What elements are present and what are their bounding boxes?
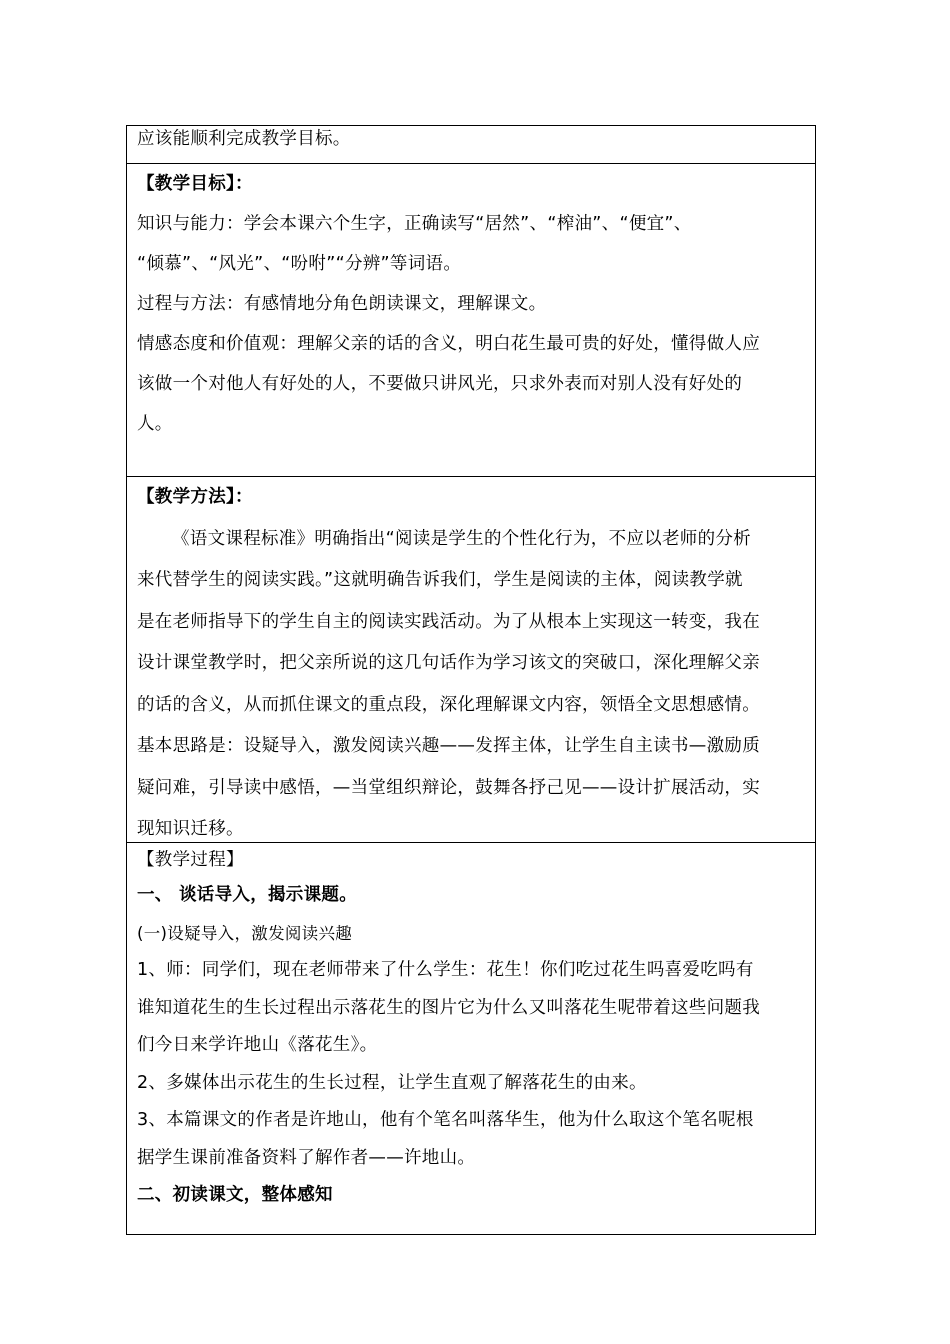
methods-line: 是在老师指导下的学生自主的阅读实践活动。为了从根本上实现这一转变，我在 [137, 611, 760, 632]
sub-section-title: (一)设疑导入，激发阅读兴趣 [137, 923, 353, 943]
process-line: 们今日来学许地山《落花生》。 [137, 1035, 378, 1055]
part-two-title: 二、初读课文，整体感知 [137, 1185, 333, 1205]
methods-line: 现知识迁移。 [137, 819, 244, 839]
methods-line: 的话的含义，从而抓住课文的重点段，深化理解课文内容，领悟全文思想感情。 [137, 694, 760, 715]
methods-line: 基本思路是：设疑导入，激发阅读兴趣——发挥主体，让学生自主读书—激励质 [137, 736, 760, 756]
teaching-goals-heading: 【教学目标】： [137, 174, 253, 194]
teaching-process-cell [127, 843, 815, 1234]
part-one-title: 一、 谈话导入，揭示课题。 [137, 885, 357, 905]
teaching-methods-heading: 【教学方法】： [137, 487, 253, 507]
process-line: 2、多媒体出示花生的生长过程，让学生直观了解落花生的由来。 [137, 1072, 647, 1093]
methods-line: 《语文课程标准》明确指出“阅读是学生的个性化行为，不应以老师的分析 [172, 528, 751, 549]
intro-text: 应该能顺利完成教学目标。 [137, 129, 351, 149]
methods-line: 疑问难，引导读中感悟，—当堂组织辩论，鼓舞各抒己见——设计扩展活动，实 [137, 777, 760, 798]
goals-line: “倾慕”、“风光”、“吩咐”“分辨”等词语。 [137, 254, 462, 274]
goals-line: 过程与方法：有感情地分角色朗读课文，理解课文。 [137, 294, 547, 314]
lesson-plan-table [126, 125, 816, 1235]
teaching-process-heading: 【教学过程】 [137, 850, 244, 870]
methods-line: 来代替学生的阅读实践。”这就明确告诉我们，学生是阅读的主体，阅读教学就 [137, 570, 743, 590]
teaching-goals-cell [127, 164, 815, 477]
process-line: 谁知道花生的生长过程出示落花生的图片它为什么又叫落花生呢带着这些问题我 [137, 997, 760, 1018]
teaching-methods-cell [127, 477, 815, 843]
goals-line: 该做一个对他人有好处的人，不要做只讲风光，只求外表而对别人没有好处的 [137, 374, 743, 394]
process-line: 1、师：同学们，现在老师带来了什么学生：花生！你们吃过花生吗喜爱吃吗有 [137, 960, 754, 980]
goals-line: 人。 [137, 414, 173, 434]
goals-line: 情感态度和价值观：理解父亲的话的含义，明白花生最可贵的好处，懂得做人应 [137, 334, 760, 354]
process-line: 据学生课前准备资料了解作者——许地山。 [137, 1147, 476, 1168]
process-line: 3、本篇课文的作者是许地山，他有个笔名叫落华生，他为什么取这个笔名呢根 [137, 1110, 754, 1130]
goals-line: 知识与能力：学会本课六个生字，正确读写“居然”、“榨油”、“便宜”、 [137, 214, 692, 234]
intro-cell [127, 126, 815, 164]
methods-line: 设计课堂教学时，把父亲所说的这几句话作为学习该文的突破口，深化理解父亲 [137, 653, 760, 673]
